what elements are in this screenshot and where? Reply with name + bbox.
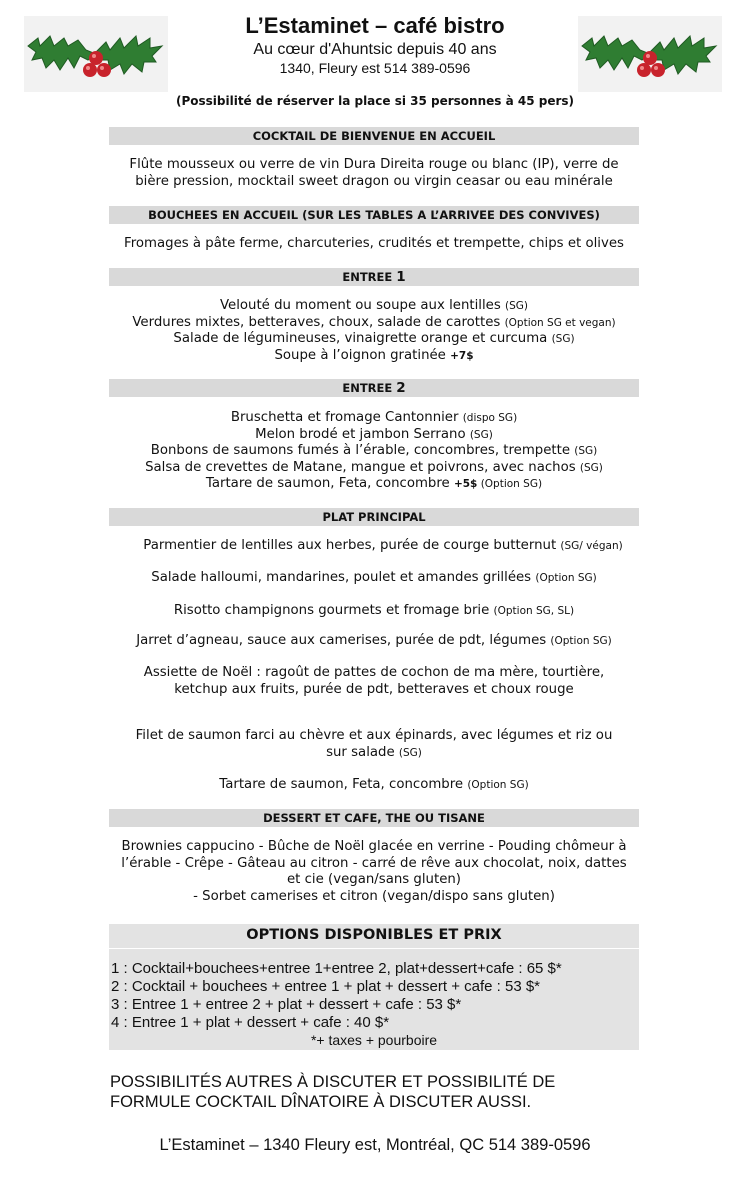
list-item [109,728,639,761]
dish-name: Velouté du moment ou soupe aux lentilles [219,298,506,313]
dish-note: (dispo SG) [462,412,518,424]
dish-note: (SG) [469,428,493,441]
list-item [109,476,639,493]
list-item [109,410,639,427]
section-heading-dessert: DESSERT ET CAFE, THE OU TISANE [109,809,639,827]
list-item [109,460,639,477]
dish-name: Melon brodé et jambon Serrano [255,426,470,442]
option-line: 1 : Cocktail+bouchees+entree 1+entree 2, plat+dessert+cafe : 65 $* [111,960,562,977]
dish-name: Bruschetta et fromage Cantonnier [230,410,463,425]
dish-name: ketchup aux fruits, purée de pdt, betteraves et choux rouge [174,681,574,697]
cocktail-text-line: Flûte mousseux ou verre de vin Dura Direita rouge ou blanc (IP), verre de [129,157,619,172]
dish-name: Salade halloumi, mandarines, poulet et amandes grillées [151,570,536,585]
dish-note: (Option SG) [467,779,529,791]
options-footer: *+ taxes + pourboire [310,1032,438,1048]
list-item [109,570,639,587]
heading-part: ENTREE [342,270,397,284]
dish-name: Parmentier de lentilles aux herbes, purée de courge butternut [143,538,561,553]
section-heading-entree-2 [109,379,639,397]
dish-note: (Option SG, SL) [493,605,575,617]
dessert-line: et cie (vegan/sans gluten) [287,872,461,887]
dish-price: +5$ [453,478,478,490]
footer-contact: L’Estaminet – 1340 Fleury est, Montréal, QC 514 389-0596 [159,1136,591,1154]
dish-name: sur salade [326,744,399,760]
entree-2-list [109,410,639,493]
cocktail-text [109,157,639,190]
dish-name: Risotto champignons gourmets et fromage brie [173,603,494,618]
options-title: OPTIONS DISPONIBLES ET PRIX [246,927,502,943]
dish-name: Verdures mixtes, betteraves, choux, salade de carottes [132,314,505,330]
list-item [109,427,639,444]
list-item [109,348,639,365]
section-heading-plat: PLAT PRINCIPAL [109,508,639,526]
dish-name: Salade de légumineuses, vinaigrette orange et curcuma [173,331,552,346]
dish-name: Soupe à l’oignon gratinée [274,347,451,363]
heading-part: ENTREE [342,381,397,395]
list-item [109,603,639,620]
dish-name: Assiette de Noël : ragoût de pattes de cochon de ma mère, tourtière, [143,665,605,680]
section-heading-bouchees: BOUCHEES EN ACCUEIL (SUR LES TABLES A L’ARRIVEE DES CONVIVES) [109,206,639,224]
reservation-note: (Possibilité de réserver la place si 35 personnes à 45 pers) [175,94,575,108]
heading-number: 2 [396,380,406,396]
list-item [109,331,639,348]
cocktail-text-line: bière pression, mocktail sweet dragon ou virgin ceasar ou eau minérale [135,173,613,189]
list-item [109,665,639,698]
dish-price: +7$ [450,349,474,362]
list-item [109,443,639,460]
holly-icon [24,16,168,92]
section-heading-cocktail: COCKTAIL DE BIENVENUE EN ACCUEIL [109,127,639,145]
dish-note: (Option SG) [477,478,543,490]
list-item [118,538,648,555]
option-line: 3 : Entree 1 + entree 2 + plat + dessert + cafe : 53 $* [111,996,462,1013]
option-line: 2 : Cocktail + bouchees + entree 1 + plat + dessert + cafe : 53 $* [111,978,541,995]
dish-note: (SG) [551,333,575,345]
option-line: 4 : Entree 1 + plat + dessert + cafe : 40 $* [111,1014,390,1031]
dessert-text [109,839,639,905]
list-item [109,298,639,315]
section-heading-entree-1 [109,268,639,286]
header [175,12,575,78]
options-box [109,924,639,1050]
heading-number: 1 [396,269,406,285]
divider [109,948,639,949]
dish-note: (SG) [398,746,422,759]
dish-note: (SG/ végan) [560,540,623,552]
dish-note: (SG) [579,461,603,474]
dish-note: (SG) [505,300,529,312]
possibilities-line: POSSIBILITÉS AUTRES À DISCUTER ET POSSIBILITÉ DE [110,1073,556,1091]
dish-note: (Option SG et vegan) [504,316,616,329]
list-item [109,315,639,332]
dessert-line: - Sorbet camerises et citron (vegan/dispo sans gluten) [193,888,555,904]
list-item [109,633,639,650]
dish-name: Salsa de crevettes de Matane, mangue et poivrons, avec nachos [145,459,580,475]
dish-name: Tartare de saumon, Feta, concombre [219,777,468,792]
possibilities-line: FORMULE COCKTAIL DÎNATOIRE À DISCUTER AUSSI. [110,1093,532,1111]
holly-icon [578,16,722,92]
dish-note: (Option SG) [535,572,597,584]
dessert-line: l’érable - Crêpe - Gâteau au citron - carré de rêve aux chocolat, noix, dattes [121,855,627,871]
dish-name: Jarret d’agneau, sauce aux camerises, purée de pdt, légumes [136,633,551,648]
list-item [109,777,639,794]
dish-note: (SG) [574,445,598,457]
possibilities-note [110,1072,650,1112]
dish-name: Tartare de saumon, Feta, concombre [205,476,454,491]
dish-name: Filet de saumon farci au chèvre et aux épinards, avec légumes et riz ou [135,728,613,743]
bouchees-text: Fromages à pâte ferme, charcuteries, crudités et trempette, chips et olives [124,236,624,251]
dish-note: (Option SG) [550,635,612,647]
restaurant-address: 1340, Fleury est 514 389-0596 [279,60,471,76]
restaurant-subtitle: Au cœur d'Ahuntsic depuis 40 ans [253,41,497,58]
entree-1-list [109,298,639,364]
dessert-line: Brownies cappucino - Bûche de Noël glacée en verrine - Pouding chômeur à [121,839,627,854]
dish-name: Bonbons de saumons fumés à l’érable, concombres, trempette [150,443,575,458]
restaurant-title: L’Estaminet – café bistro [245,13,505,38]
